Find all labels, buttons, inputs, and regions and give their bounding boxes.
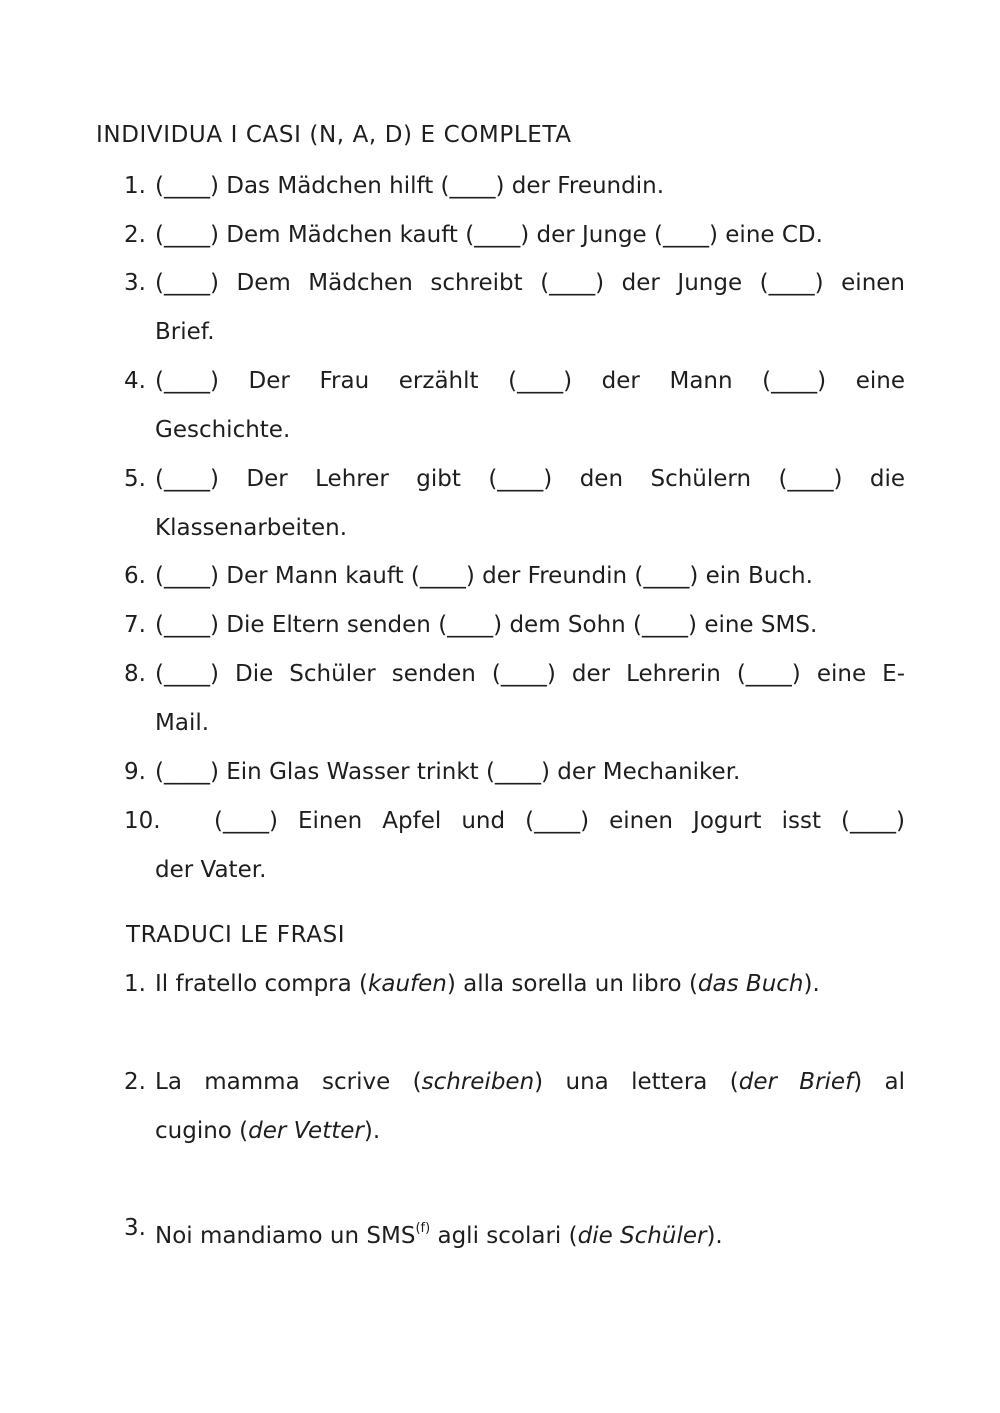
item-text-continued: der Vater. (155, 857, 267, 883)
item-text: La mamma scrive (schreiben) una lettera (der Brief) al (155, 1069, 906, 1095)
gender-superscript: (f) (415, 1221, 431, 1236)
item-number: 8. (124, 661, 146, 687)
item-text: Noi mandiamo un SMS$^{(f)}$ agli scolari (die Schüler). (155, 1221, 723, 1249)
item-number: 3. (124, 1215, 146, 1241)
exercise-item (124, 650, 905, 748)
german-hint: kaufen (368, 971, 447, 997)
item-number: 6. (124, 563, 146, 589)
german-hint: schreiben (421, 1069, 535, 1095)
item-number: 1. (124, 173, 146, 199)
item-number: 3. (124, 270, 146, 296)
exercise-item (124, 259, 905, 357)
exercise-item (124, 797, 905, 895)
exercise-item (124, 552, 905, 601)
item-text: (____) Einen Apfel und (____) einen Jogurt isst (____) (214, 808, 905, 834)
item-text-continued: cugino (der Vetter). (155, 1118, 381, 1144)
translation-item (124, 1058, 905, 1156)
item-number: 9. (124, 759, 146, 785)
german-hint: die Schüler (577, 1223, 707, 1249)
section1-title: INDIVIDUA I CASI (N, A, D) E COMPLETA (96, 122, 572, 148)
exercise-item (124, 162, 905, 211)
exercise-item (124, 455, 905, 553)
item-number: 5. (124, 466, 146, 492)
item-number: 1. (124, 971, 146, 997)
exercise-item (124, 357, 905, 455)
german-hint: der Vetter (248, 1118, 364, 1144)
item-text-continued: Brief. (155, 319, 215, 345)
german-hint: der Brief (738, 1069, 854, 1095)
item-text: (____) Das Mädchen hilft (____) der Freundin. (155, 173, 664, 199)
translation-item (124, 1204, 905, 1261)
item-text-continued: Mail. (155, 710, 210, 736)
item-number: 7. (124, 612, 146, 638)
item-text-continued: Geschichte. (155, 417, 291, 443)
item-text: (____) Die Schüler senden (____) der Lehrerin (____) eine E- (155, 661, 905, 687)
section2-title: TRADUCI LE FRASI (126, 922, 346, 948)
exercise-item (124, 211, 905, 260)
item-number: 4. (124, 368, 146, 394)
item-number: 2. (124, 222, 146, 248)
item-text: (____) Der Frau erzählt (____) der Mann (____) eine (155, 368, 905, 394)
item-number: 10. (124, 808, 161, 834)
item-text: (____) Dem Mädchen schreibt (____) der Junge (____) einen (155, 270, 905, 296)
item-text: (____) Der Lehrer gibt (____) den Schülern (____) die (155, 466, 905, 492)
item-text: Il fratello compra (kaufen) alla sorella un libro (das Buch). (155, 971, 820, 997)
item-text: (____) Ein Glas Wasser trinkt (____) der Mechaniker. (155, 759, 741, 785)
item-number: 2. (124, 1069, 146, 1095)
item-text: (____) Die Eltern senden (____) dem Sohn (____) eine SMS. (155, 612, 818, 638)
item-text: (____) Dem Mädchen kauft (____) der Junge (____) eine CD. (155, 222, 823, 248)
item-text-continued: Klassenarbeiten. (155, 515, 348, 541)
translation-item (124, 960, 905, 1009)
item-text: (____) Der Mann kauft (____) der Freundin (____) ein Buch. (155, 563, 813, 589)
exercise-item (124, 748, 905, 797)
german-hint: das Buch (697, 971, 804, 997)
exercise-item (124, 601, 905, 650)
